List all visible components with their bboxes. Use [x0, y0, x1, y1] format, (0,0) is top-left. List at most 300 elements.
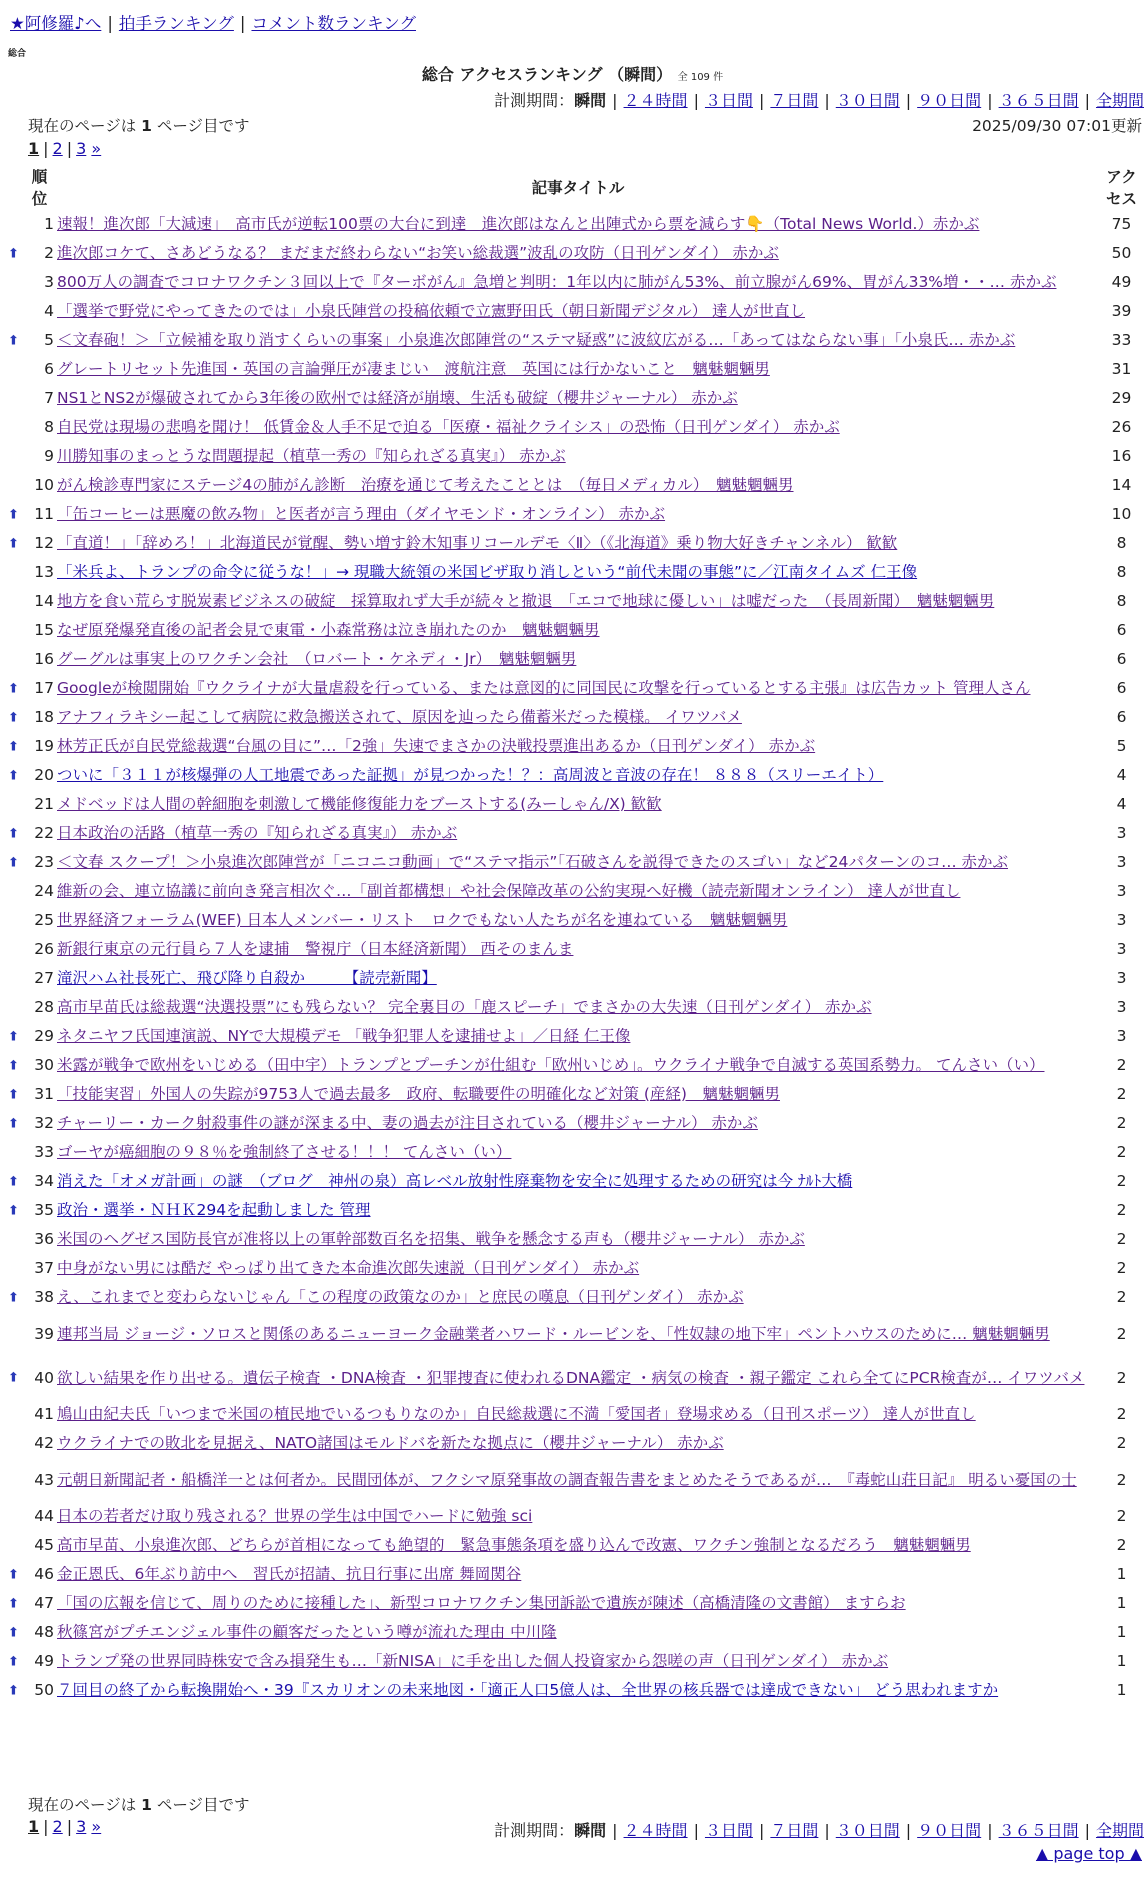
current-page-number: 1 [141, 1796, 152, 1814]
article-link[interactable]: チャーリー・カーク射殺事件の謎が深まる中、妻の過去が注目されている（櫻井ジャーナル） 赤かぶ [57, 1114, 758, 1132]
table-row [22, 297, 1144, 326]
access-count: 3 [1116, 853, 1127, 871]
nav-sep: | [239, 14, 246, 33]
up-arrow-icon: ⬆ [8, 1116, 19, 1131]
title-cell [57, 1080, 1099, 1109]
ranking-table [8, 166, 1144, 1705]
period-label: 計測期間： [494, 1821, 575, 1840]
rank-number: 11 [34, 505, 54, 523]
updated-time: 2025/09/30 07:01更新 [972, 117, 1142, 135]
table-row [22, 1254, 1144, 1283]
access-count: 1 [1116, 1623, 1127, 1641]
table-row [22, 848, 1144, 877]
access-count: 2 [1116, 1143, 1127, 1161]
up-arrow-icon: ⬆ [8, 768, 19, 783]
rank-cell [8, 819, 57, 848]
rank-cell [8, 732, 57, 761]
rank-number: 18 [34, 708, 54, 726]
access-count: 8 [1116, 563, 1127, 581]
rank-cell [22, 1312, 57, 1356]
rank-cell [8, 1589, 57, 1618]
period-link[interactable]: ７日間 [770, 1821, 819, 1840]
article-link[interactable]: 秋篠宮がプチエンジェル事件の顧客だったという噂が流れた理由 中川隆 [57, 1623, 557, 1641]
rank-cell [22, 413, 57, 442]
access-count: 2 [1116, 1288, 1127, 1306]
title-cell [57, 210, 1099, 239]
rank-cell [22, 1429, 57, 1458]
rank-cell [22, 210, 57, 239]
rank-cell [22, 616, 57, 645]
rank-number: 12 [34, 534, 54, 552]
rank-cell [22, 1400, 57, 1429]
table-row [22, 326, 1144, 355]
article-link[interactable]: 世界経済フォーラム(WEF) 日本人メンバー・リスト ロクでもない人たちが名を連ねている 魑魅魍魎男 [57, 911, 788, 929]
title-cell [57, 1502, 1099, 1531]
page-top-link-wrap [1036, 1844, 1142, 1863]
up-arrow-icon: ⬆ [8, 1596, 19, 1611]
period-sep: | [824, 1821, 830, 1840]
rank-cell [22, 1254, 57, 1283]
article-link[interactable]: ＜文春 スクープ！＞小泉進次郎陣営が「ニコニコ動画」で“ステマ指示”「石破さんを説得できたのスゴい」など24パターンのコ… 赤かぶ [57, 853, 1008, 871]
access-count: 5 [1116, 737, 1127, 755]
period-sep: | [758, 1821, 765, 1840]
period-selector-bottom [494, 1818, 1144, 1841]
period-link[interactable]: ７日間 [770, 91, 819, 110]
rank-number: 32 [34, 1114, 54, 1132]
title-cell [57, 1589, 1099, 1618]
table-row [22, 1502, 1144, 1531]
period-link[interactable]: ３０日間 [835, 91, 900, 110]
article-link[interactable]: 800万人の調査でコロナワクチン３回以上で『ターボがん』急増と判明：1年以内に肺がん53%、前立腺がん69%、胃がん33%増・・… 赤かぶ [57, 273, 1057, 291]
article-link[interactable]: 自民党は現場の悲鳴を聞け！ 低賃金＆人手不足で迫る「医療・福祉クライシス」の恐怖（日刊ゲンダイ） 赤かぶ [57, 418, 840, 436]
rank-number: 20 [34, 766, 54, 784]
pager-link[interactable]: 2 [52, 139, 63, 158]
article-link[interactable]: 鳩山由紀夫氏「いつまで米国の植民地でいるつもりなのか」自民総裁選に不満「愛国者」登場求める（日刊スポーツ） 達人が世直し [57, 1405, 976, 1423]
period-selector-top [494, 88, 1144, 111]
article-link[interactable]: 「選挙で野党にやってきたのでは」小泉氏陣営の投稿依頼で立憲野田氏（朝日新聞デジタル） 達人が世直し [57, 302, 806, 320]
title-cell [57, 471, 1099, 500]
access-count: 4 [1116, 795, 1127, 813]
article-link[interactable]: トランプ発の世界同時株安で含み損発生も…「新NISA」に手を出した個人投資家から怨嗟の声（日刊ゲンダイ） 赤かぶ [57, 1652, 889, 1670]
up-arrow-icon: ⬆ [8, 855, 19, 870]
table-row [22, 529, 1144, 558]
table-row [22, 1647, 1144, 1676]
access-count: 3 [1116, 940, 1127, 958]
rank-cell [22, 1531, 57, 1560]
rank-cell [22, 1138, 57, 1167]
rank-number: 27 [34, 969, 54, 987]
article-link[interactable]: 「缶コーヒーは悪魔の飲み物」と医者が言う理由（ダイヤモンド・オンライン） 赤かぶ [57, 505, 666, 523]
rank-number: 25 [34, 911, 54, 929]
title-cell [57, 558, 1099, 587]
access-count: 2 [1116, 1085, 1127, 1103]
up-arrow-icon: ⬆ [8, 1654, 19, 1669]
access-count: 26 [1111, 418, 1132, 436]
access-count: 2 [1116, 1434, 1127, 1452]
clap-ranking-link[interactable]: 拍手ランキング [118, 14, 234, 33]
rank-number: 43 [34, 1470, 54, 1489]
access-header-text: アク セス [1105, 168, 1137, 208]
title-header: 記事タイトル [531, 179, 625, 197]
title-cell [57, 703, 1099, 732]
up-arrow-icon: ⬆ [8, 681, 19, 696]
up-arrow-icon: ⬆ [8, 333, 19, 348]
ranking-body [8, 210, 1144, 1705]
article-link[interactable]: 中身がない男には酷だ やっぱり出てきた本命進次郎失速説（日刊ゲンダイ） 赤かぶ [57, 1259, 640, 1277]
rank-header-text: 順 位 [31, 168, 48, 208]
title-cell [57, 1400, 1099, 1429]
table-row [22, 761, 1144, 790]
article-link[interactable]: 消えた「オメガ計画」の謎 （ブログ 神州の泉）高レベル放射性廃棄物を安全に処理するための研究は今 ﾅﾙﾄ大橋 [57, 1172, 853, 1190]
access-count: 6 [1116, 679, 1127, 697]
rank-cell [8, 1676, 57, 1705]
rank-cell [22, 587, 57, 616]
access-count: 1 [1116, 1565, 1127, 1583]
rank-number: 15 [34, 621, 54, 639]
article-link[interactable]: 維新の会、連立協議に前向き発言相次ぐ…「副首都構想」や社会保障改革の公約実現へ好機（読売新聞オンライン） 達人が世直し [57, 882, 961, 900]
period-link[interactable]: ９０日間 [917, 1821, 982, 1840]
title-cell [57, 413, 1099, 442]
table-row [22, 1356, 1144, 1400]
rank-number: 42 [34, 1434, 54, 1452]
page-info-bottom: 現在のページは 1 ページ目です [28, 1796, 250, 1814]
rank-number: 9 [44, 447, 54, 465]
pager-top [28, 139, 101, 158]
rank-cell [22, 384, 57, 413]
rank-cell [22, 471, 57, 500]
rank-header [22, 166, 57, 210]
title-cell [57, 1676, 1099, 1705]
pager-current: 1 [28, 1817, 40, 1836]
table-row [22, 1109, 1144, 1138]
access-count: 3 [1116, 1027, 1127, 1045]
title-cell [57, 1051, 1099, 1080]
access-count: 31 [1111, 360, 1132, 378]
access-count: 2 [1116, 1056, 1127, 1074]
period-sep: | [758, 91, 765, 110]
access-count: 16 [1111, 447, 1132, 465]
article-link[interactable]: 元朝日新聞記者・船橋洋一とは何者か。民間団体が、フクシマ原発事故の調査報告書をまとめたそうであるが… 『毒蛇山荘日記』 明るい憂国の士 [57, 1470, 1077, 1489]
access-count: 4 [1116, 766, 1127, 784]
rank-cell [22, 935, 57, 964]
up-arrow-icon: ⬆ [8, 1567, 19, 1582]
period-link[interactable]: ３日間 [704, 1821, 753, 1840]
title-cell [57, 384, 1099, 413]
title-cell [57, 1283, 1099, 1312]
article-link[interactable]: 米国のヘグゼス国防長官が准将以上の軍幹部数百名を招集、戦争を懸念する声も（櫻井ジャーナル） 赤かぶ [57, 1230, 805, 1248]
title-cell [57, 906, 1099, 935]
article-link[interactable]: ７回目の終了から転換開始へ・39『スカリオンの未来地図・「適正人口5億人は、全世界の核兵器では達成できない」 どう思われますか [57, 1681, 999, 1699]
period-current: 瞬間 [574, 91, 607, 110]
rank-number: 30 [34, 1056, 54, 1074]
period-link[interactable]: ９０日間 [917, 91, 982, 110]
article-link[interactable]: 政治・選挙・ＮＨＫ294を起動しました 管理 [57, 1201, 371, 1219]
up-arrow-icon: ⬆ [8, 739, 19, 754]
title-cell [57, 1167, 1099, 1196]
comment-ranking-link[interactable]: コメント数ランキング [251, 14, 416, 33]
up-arrow-icon: ⬆ [8, 1370, 19, 1386]
rank-cell [8, 1647, 57, 1676]
rank-number: 49 [34, 1652, 54, 1670]
page-top-link[interactable]: ▲ page top ▲ [1035, 1844, 1142, 1863]
period-current: 瞬間 [574, 1821, 607, 1840]
table-row [22, 1531, 1144, 1560]
title-cell [57, 1196, 1099, 1225]
access-count: 6 [1116, 708, 1127, 726]
up-arrow-icon: ⬆ [8, 710, 19, 725]
rank-cell [8, 500, 57, 529]
period-sep: | [987, 91, 993, 110]
rank-number: 47 [34, 1594, 54, 1612]
article-link[interactable]: え、これまでと変わらないじゃん「この程度の政策なのか」と庶民の嘆息（日刊ゲンダイ） 赤かぶ [57, 1288, 744, 1306]
rank-cell [8, 239, 57, 268]
table-row [22, 1429, 1144, 1458]
article-link[interactable]: 川勝知事のまっとうな問題提起（植草一秀の『知られざる真実』） 赤かぶ [57, 447, 566, 465]
article-link[interactable]: ネタニヤフ氏国連演説、NYで大規模デモ 「戦争犯罪人を逮捕せよ」／日経 仁王像 [57, 1027, 631, 1045]
access-count: 39 [1111, 302, 1132, 320]
rank-cell [8, 1080, 57, 1109]
title-cell [57, 239, 1099, 268]
access-count: 2 [1116, 1507, 1127, 1525]
period-sep: | [987, 1821, 993, 1840]
rank-cell [8, 1283, 57, 1312]
article-link[interactable]: NS1とNS2が爆破されてから3年後の欧州では経済が崩壊、生活も破綻（櫻井ジャーナル） 赤かぶ [57, 389, 738, 407]
title-cell [57, 674, 1099, 703]
rank-cell [22, 1458, 57, 1502]
rank-number: 45 [34, 1536, 54, 1554]
rank-number: 4 [44, 302, 54, 320]
pager-link[interactable]: 2 [52, 1817, 63, 1836]
period-link[interactable]: ３６５日間 [998, 1821, 1079, 1840]
article-link[interactable]: がん検診専門家にステージ4の肺がん診断 治療を通じて考えたこととは （毎日メディカル） 魑魅魍魎男 [57, 476, 794, 494]
home-link[interactable]: ★阿修羅♪へ [10, 14, 102, 33]
title-cell [57, 1109, 1099, 1138]
up-arrow-icon: ⬆ [8, 1683, 19, 1698]
title-cell [57, 848, 1099, 877]
table-row [22, 819, 1144, 848]
title-cell [57, 935, 1099, 964]
article-link[interactable]: 「技能実習」外国人の失踪が9753人で過去最多 政府、転職要件の明確化など対策 (産経) 魑魅魍魎男 [57, 1085, 780, 1103]
access-count: 10 [1111, 505, 1132, 523]
rank-number: 16 [34, 650, 54, 668]
rank-cell [22, 558, 57, 587]
title-cell [57, 355, 1099, 384]
access-count: 3 [1116, 824, 1127, 842]
pager-next[interactable]: » [91, 1817, 102, 1836]
ranking-title: 総合 アクセスランキング （瞬間） [421, 65, 673, 84]
title-cell [57, 529, 1099, 558]
period-link[interactable]: ３日間 [704, 91, 753, 110]
pager-bottom [28, 1817, 101, 1836]
article-link[interactable]: 滝沢ハム社長死亡、飛び降り自殺か 【読売新聞】 [57, 969, 437, 987]
rank-cell [8, 529, 57, 558]
period-sep: | [1084, 91, 1090, 110]
table-row [22, 877, 1144, 906]
table-row [22, 1138, 1144, 1167]
article-link[interactable]: グレートリセット先進国・英国の言論弾圧が凄まじい 渡航注意 英国には行かないこと 魑魅魍魎男 [57, 360, 770, 378]
current-page-number: 1 [141, 117, 152, 135]
rank-cell [22, 877, 57, 906]
rank-number: 28 [34, 998, 54, 1016]
rank-number: 46 [34, 1565, 54, 1583]
title-cell [57, 1618, 1099, 1647]
table-row [22, 558, 1144, 587]
article-link[interactable]: 日本の若者だけ取り残される？世界の学生は中国でハードに勉強 sci [57, 1507, 533, 1525]
pager-sep: | [66, 139, 73, 158]
access-count: 2 [1116, 1536, 1127, 1554]
title-cell [57, 1560, 1099, 1589]
title-cell [57, 819, 1099, 848]
access-count: 2 [1116, 1201, 1127, 1219]
rank-number: 39 [34, 1324, 54, 1343]
table-row [22, 1589, 1144, 1618]
access-count: 2 [1116, 1114, 1127, 1132]
rank-number: 3 [44, 273, 54, 291]
table-row [22, 1618, 1144, 1647]
pager-link[interactable]: 3 [76, 1817, 87, 1836]
rank-number: 6 [44, 360, 54, 378]
article-link[interactable]: 新銀行東京の元行員ら７人を逮捕 警視庁（日本経済新聞） 西そのまんま [57, 940, 574, 958]
pager-current: 1 [28, 139, 40, 158]
rank-cell [8, 1618, 57, 1647]
table-row [22, 1022, 1144, 1051]
title-cell [57, 1225, 1099, 1254]
article-link[interactable]: 欲しい結果を作り出せる。遺伝子検査 ・DNA検査 ・犯罪捜査に使われるDNA鑑定 ・病気の検査 ・親子鑑定 これら全てにPCR検査が… イワツバメ [57, 1368, 1085, 1387]
period-sep: | [612, 91, 618, 110]
access-count: 2 [1116, 1230, 1127, 1248]
article-link[interactable]: 高市早苗氏は総裁選“決選投票”にも残らない？ 完全裏目の「鹿スピーチ」でまさかの大失速（日刊ゲンダイ） 赤かぶ [57, 998, 872, 1016]
rank-number: 35 [34, 1201, 54, 1219]
period-sep: | [1084, 1821, 1090, 1840]
title-cell [57, 442, 1099, 471]
article-link[interactable]: 日本政治の活路（植草一秀の『知られざる真実』） 赤かぶ [57, 824, 458, 842]
article-link[interactable]: 金正恩氏、6年ぶり訪中へ 習氏が招請、抗日行事に出席 舞岡関谷 [57, 1565, 522, 1583]
table-row [22, 906, 1144, 935]
rank-cell [22, 1502, 57, 1531]
rank-number: 36 [34, 1230, 54, 1248]
table-row [22, 790, 1144, 819]
rank-number: 17 [34, 679, 54, 697]
period-sep: | [905, 91, 912, 110]
period-link[interactable]: ２４時間 [623, 1821, 688, 1840]
rank-number: 23 [34, 853, 54, 871]
rank-number: 22 [34, 824, 54, 842]
up-arrow-icon: ⬆ [8, 1203, 19, 1218]
article-link[interactable]: なぜ原発爆発直後の記者会見で東電・小森常務は泣き崩れたのか 魑魅魍魎男 [57, 621, 600, 639]
table-row [22, 471, 1144, 500]
rank-cell [8, 1109, 57, 1138]
rank-cell [22, 645, 57, 674]
table-row [22, 1080, 1144, 1109]
article-link[interactable]: グーグルは事実上のワクチン会社 （ロバート・ケネディ・Jr） 魑魅魍魎男 [57, 650, 577, 668]
title-cell [57, 616, 1099, 645]
article-link[interactable]: 速報！進次郎「大減速」 高市氏が逆転100票の大台に到達 進次郎はなんと出陣式から票を減らす👇（Total News World.）赤かぶ [57, 215, 980, 233]
period-label: 計測期間： [494, 91, 575, 110]
pager-sep: | [66, 1817, 73, 1836]
article-link[interactable]: ゴーヤが癌細胞の９８％を強制終了させる！！！ てんさい（い） [57, 1143, 512, 1161]
rank-number: 34 [34, 1172, 54, 1190]
table-row [22, 500, 1144, 529]
article-link[interactable]: 進次郎コケて、さあどうなる？ まだまだ終わらない“お笑い総裁選”波乱の攻防（日刊ゲンダイ） 赤かぶ [57, 244, 779, 262]
pager-sep: | [43, 1817, 49, 1836]
title-cell [57, 587, 1099, 616]
table-row [22, 413, 1144, 442]
top-nav [10, 10, 416, 34]
article-link[interactable]: ついに「３１１が核爆弾の人工地震であった証拠」が見つかった！？：高周波と音波の存在！ ８８８（スリーエイト） [57, 766, 884, 784]
pager-sep: | [43, 139, 49, 158]
article-link[interactable]: 林芳正氏が自民党総裁選“台風の目に”…「2強」失速でまさかの決戦投票進出あるか（日刊ゲンダイ） 赤かぶ [57, 737, 816, 755]
rank-number: 7 [44, 389, 54, 407]
article-link[interactable]: 連邦当局 ジョージ・ソロスと関係のあるニューヨーク金融業者ハワード・ルービンを、「性奴隷の地下牢」ペントハウスのために… 魑魅魍魎男 [57, 1324, 1050, 1343]
rank-cell [8, 703, 57, 732]
up-arrow-icon: ⬆ [8, 1029, 19, 1044]
table-row [22, 703, 1144, 732]
access-count: 3 [1116, 998, 1127, 1016]
article-link[interactable]: ＜文春砲！＞「立候補を取り消すくらいの事案」小泉進次郎陣営の“ステマ疑惑”に波紋広がる…「あってはならない事」「小泉氏… 赤かぶ [57, 331, 1016, 349]
table-row [22, 384, 1144, 413]
up-arrow-icon: ⬆ [8, 1174, 19, 1189]
article-link[interactable]: 地方を食い荒らす脱炭素ビジネスの破綻 採算取れず大手が続々と撤退 「エコで地球に優しい」は嘘だった （長周新聞） 魑魅魍魎男 [57, 592, 995, 610]
up-arrow-icon: ⬆ [8, 1058, 19, 1073]
up-arrow-icon: ⬆ [8, 246, 19, 261]
rank-cell [8, 1356, 57, 1400]
access-count: 3 [1116, 882, 1127, 900]
rank-number: 37 [34, 1259, 54, 1277]
article-link[interactable]: 米露が戦争で欧州をいじめる（田中宇）トランプとプーチンが仕組む「欧州いじめ」。ウクライナ戦争で自滅する英国系勢力。 てんさい（い） [57, 1056, 1045, 1074]
rank-cell [22, 1225, 57, 1254]
table-row [22, 1400, 1144, 1429]
article-link[interactable]: メドベッドは人間の幹細胞を刺激して機能修復能力をブーストする(みーしゃん/X) 歓歓 [57, 795, 662, 813]
article-link[interactable]: 「直道！」「辞めろ！」北海道民が覚醒、勢い増す鈴木知事リコールデモ〈Ⅱ〉（《北海道》乗り物大好きチャンネル） 歓歓 [57, 534, 898, 552]
access-count: 2 [1116, 1259, 1127, 1277]
article-link[interactable]: 高市早苗、小泉進次郎、どちらが首相になっても絶望的 緊急事態条項を盛り込んで改憲、ワクチン強制となるだろう 魑魅魍魎男 [57, 1536, 971, 1554]
article-link[interactable]: 「米兵よ、トランプの命令に従うな！」→ 現職大統領の米国ビザ取り消しという“前代未聞の事態”に／江南タイムズ 仁王像 [57, 563, 918, 581]
title-cell [57, 1138, 1099, 1167]
rank-number: 50 [34, 1681, 54, 1699]
access-count: 1 [1116, 1594, 1127, 1612]
table-row [22, 1225, 1144, 1254]
table-row [22, 732, 1144, 761]
access-count: 1 [1116, 1652, 1127, 1670]
table-row [22, 268, 1144, 297]
period-link[interactable]: ３０日間 [835, 1821, 900, 1840]
access-count: 3 [1116, 911, 1127, 929]
article-link[interactable]: ウクライナでの敗北を見据え、NATO諸国はモルドバを新たな拠点に（櫻井ジャーナル） 赤かぶ [57, 1434, 724, 1452]
up-arrow-icon: ⬆ [8, 1087, 19, 1102]
access-count: 8 [1116, 592, 1127, 610]
pager-link[interactable]: 3 [76, 139, 87, 158]
period-link[interactable]: ２４時間 [623, 91, 688, 110]
access-header [1099, 166, 1144, 210]
rank-number: 5 [44, 331, 54, 349]
title-cell [57, 1356, 1099, 1400]
access-count: 50 [1111, 244, 1132, 262]
article-link[interactable]: アナフィラキシー起こして病院に救急搬送されて、原因を辿ったら備蓄米だった模様。 イワツバメ [57, 708, 742, 726]
article-link[interactable]: Googleが検閲開始『ウクライナが大量虐殺を行っている、または意図的に同国民に攻撃を行っているとする主張』は広告カット 管理人さん [57, 679, 1031, 697]
period-link[interactable]: ３６５日間 [998, 91, 1079, 110]
table-row [22, 1560, 1144, 1589]
rank-cell [8, 1167, 57, 1196]
article-link[interactable]: 「国の広報を信じて、周りのために接種した」、新型コロナワクチン集団訴訟で遺族が陳述（高橋清隆の文書館） ますらお [57, 1594, 906, 1612]
title-cell [57, 1429, 1099, 1458]
period-link[interactable]: 全期間 [1095, 1821, 1144, 1840]
table-row [22, 1167, 1144, 1196]
period-link[interactable]: 全期間 [1095, 91, 1144, 110]
pager-next[interactable]: » [91, 139, 102, 158]
rank-cell [22, 355, 57, 384]
rank-cell [8, 1196, 57, 1225]
title-cell [57, 1312, 1099, 1356]
